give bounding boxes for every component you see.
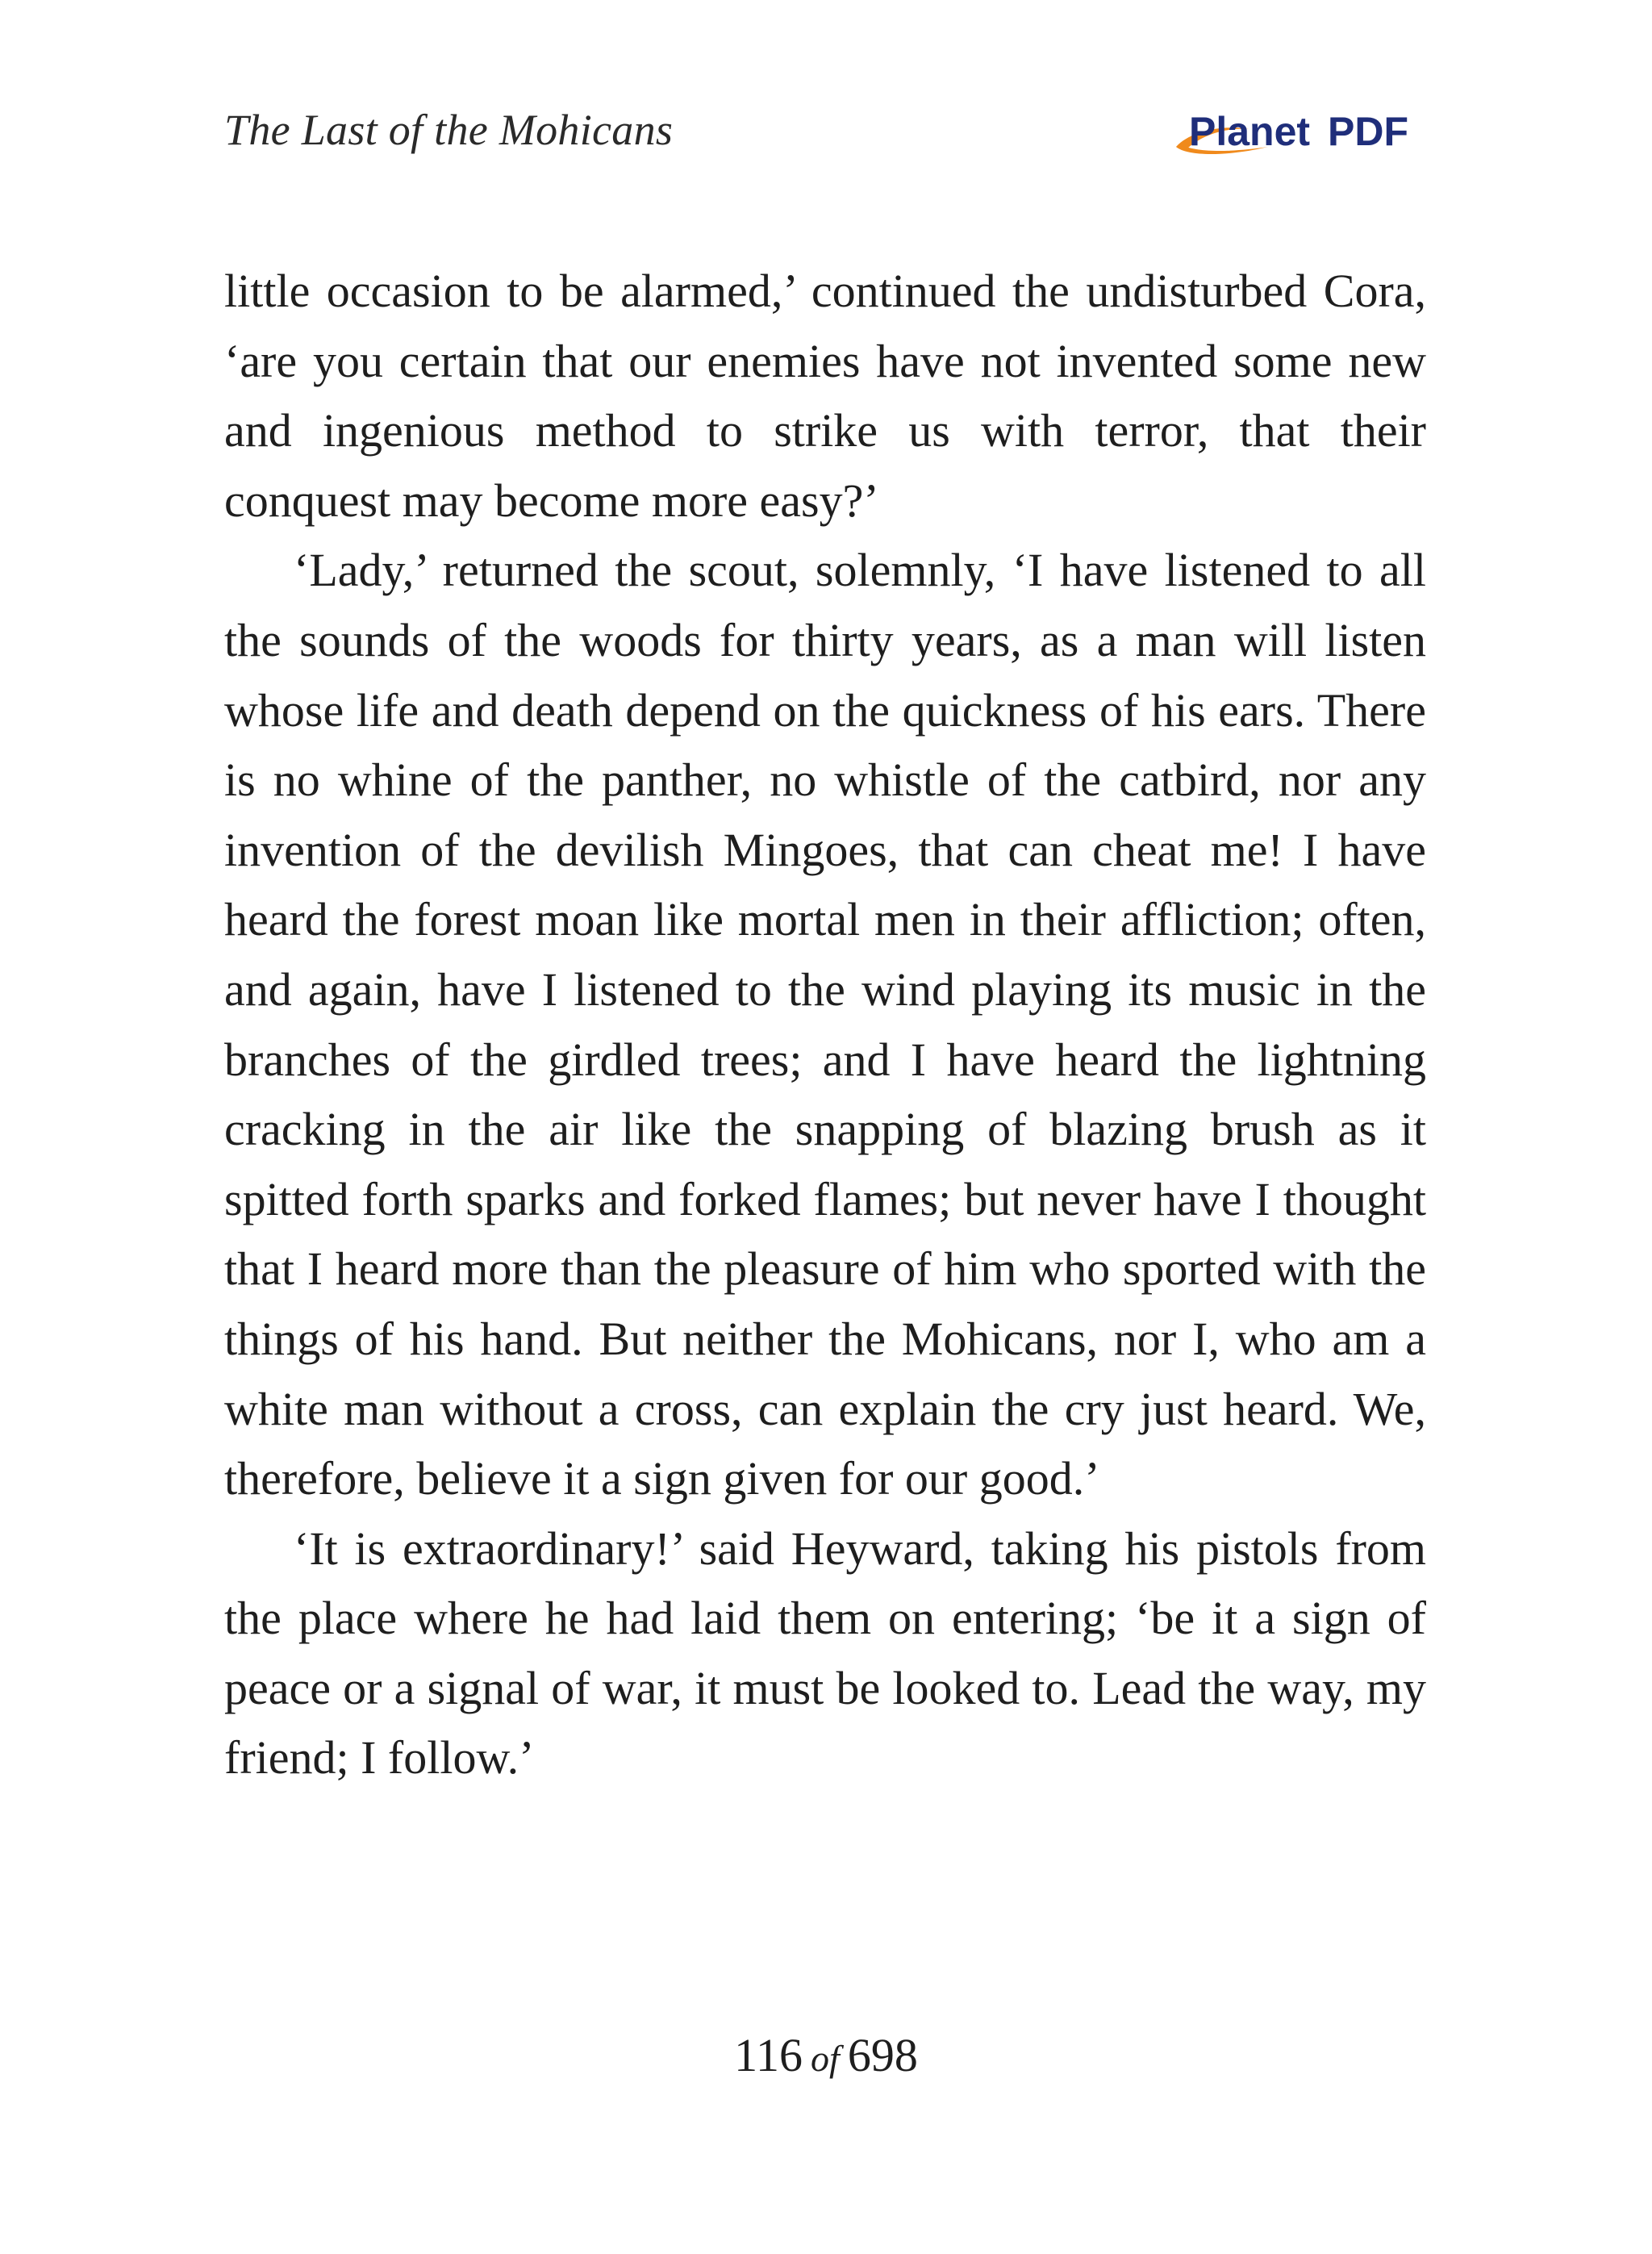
page-number bbox=[0, 2028, 1652, 2082]
book-title: The Last of the Mohicans bbox=[224, 106, 674, 154]
paragraph-2: ‘Lady,’ returned the scout, solemnly, ‘I have listened to all the sounds of the woods for thirty years, as a man will listen whose life and death depend on the quickness of his ears. There is no whine of the panther, no whistle of the catbird, nor any invention of the devilish Mingoes, that can cheat me! I have heard the forest moan like mortal men in their affliction; often, and again, have I listened to the wind playing its music in the branches of the girdled trees; and I have heard the lightning cracking in the air like the snapping of blazing brush as it spitted forth sparks and forked flames; but never have I thought that I heard more than the pleasure of him who sported with the things of his hand. But neither the Mohicans, nor I, who am a white man without a cross, can explain the cry just heard. We, therefore, believe it a sign given for our good.’ bbox=[224, 544, 1426, 1505]
page-body bbox=[224, 257, 1426, 1793]
page-separator: of bbox=[811, 2038, 840, 2079]
total-pages: 698 bbox=[847, 2029, 918, 2081]
paragraph-3: ‘It is extraordinary!’ said Heyward, taking his pistols from the place where he had laid them on entering; ‘be it a sign of peace or a signal of war, it must be looked to. Lead the way, my friend; I follow.’ bbox=[224, 1521, 1426, 1784]
planet-pdf-logo bbox=[1171, 100, 1421, 173]
logo-word-planet: Planet bbox=[1189, 109, 1311, 154]
logo-word-pdf: PDF bbox=[1328, 109, 1408, 154]
current-page: 116 bbox=[734, 2029, 803, 2081]
paragraph-1: little occasion to be alarmed,’ continued the undisturbed Cora, ‘are you certain that our enemies have not invented some new and ingenious method to strike us with terror, that their conquest may become more easy?’ bbox=[224, 265, 1426, 527]
